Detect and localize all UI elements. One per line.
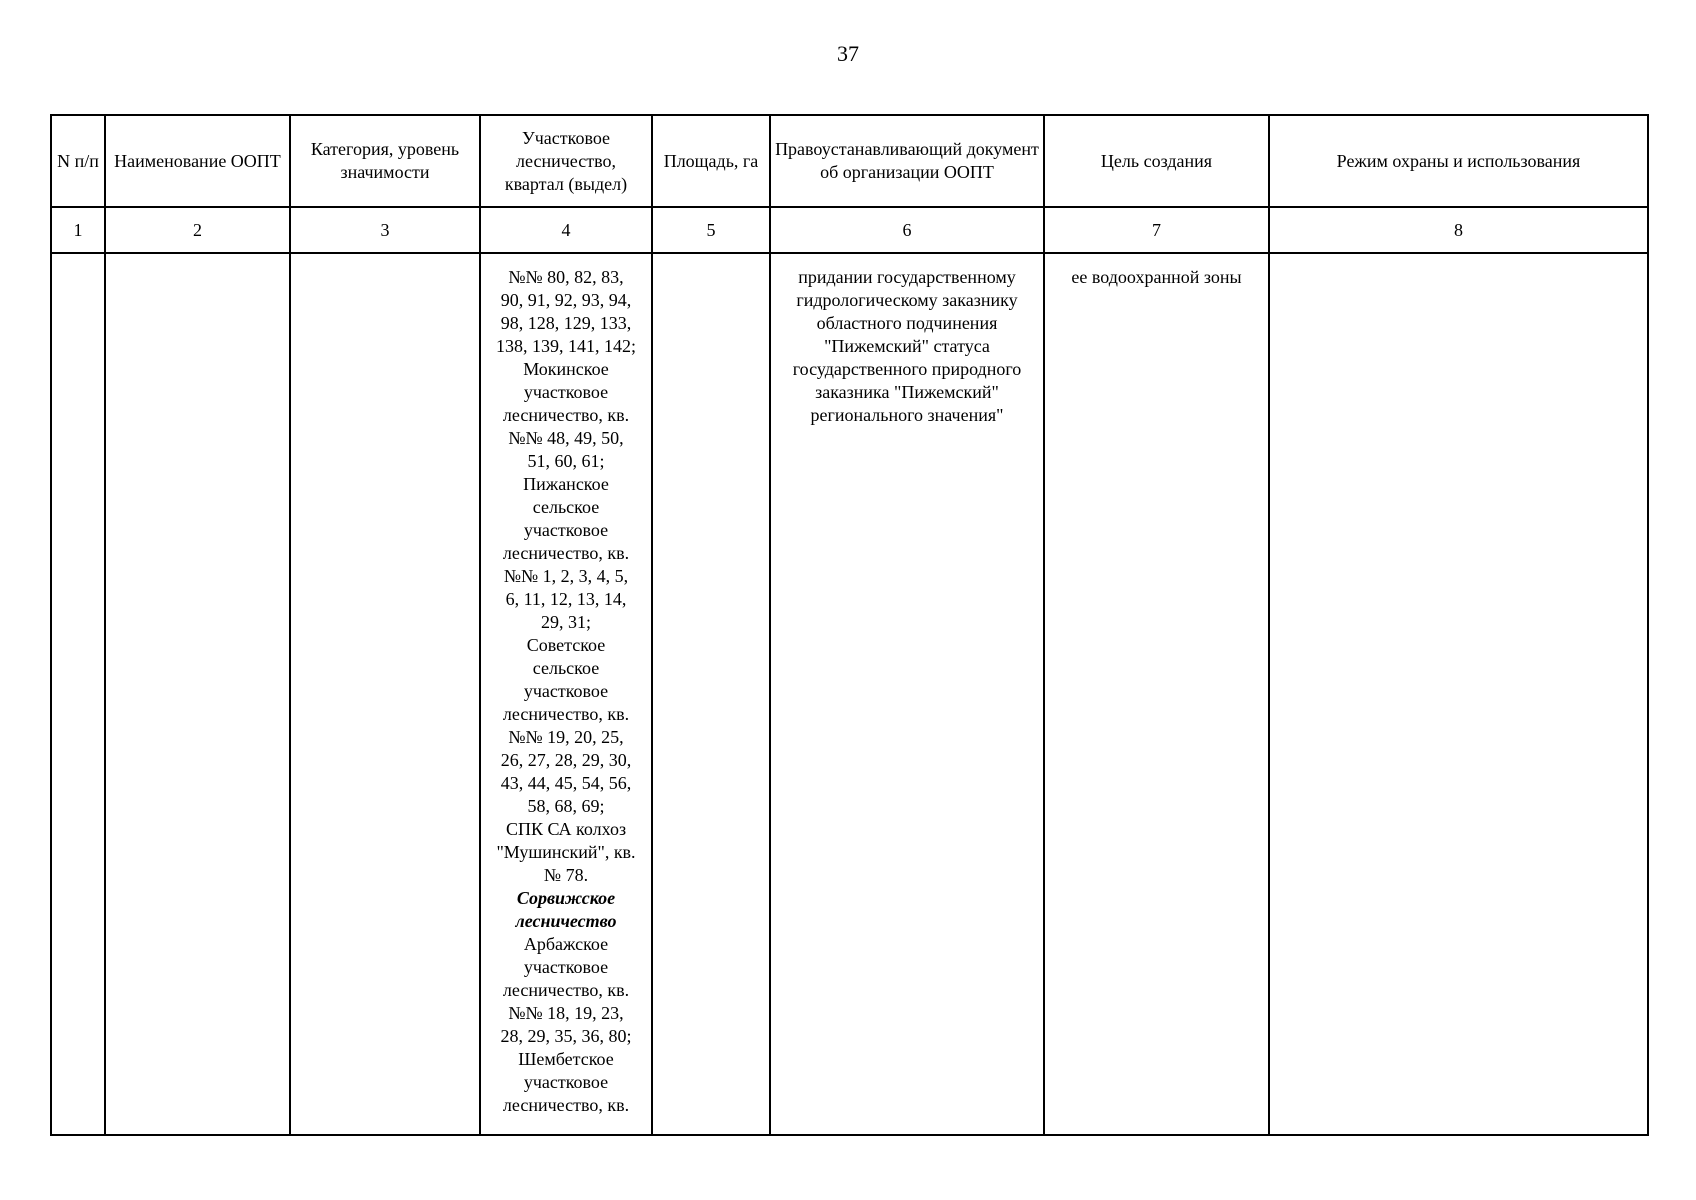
cell-purpose xyxy=(1044,253,1269,1135)
cell-text-line: 29, 31; xyxy=(540,612,591,632)
cell-text-line: №№ 1, 2, 3, 4, 5, xyxy=(503,566,629,586)
cell-text-line: №№ 19, 20, 25, xyxy=(508,727,624,747)
cell-text-line: Сорвижское xyxy=(516,888,616,908)
header-cell-regime: Режим охраны и использования xyxy=(1269,115,1648,207)
header-cell-purpose: Цель создания xyxy=(1044,115,1269,207)
cell-text-line: №№ 48, 49, 50, xyxy=(508,428,624,448)
column-number-cell: 5 xyxy=(652,207,770,253)
cell-text-line: 43, 44, 45, 54, 56, xyxy=(500,773,632,793)
cell-text-line: областного подчинения xyxy=(816,313,998,333)
cell-text-line: 6, 11, 12, 13, 14, xyxy=(505,589,627,609)
cell-text-line: лесничество, кв. xyxy=(502,543,630,563)
cell-text-line: сельское xyxy=(532,497,600,517)
cell-text-line: 26, 27, 28, 29, 30, xyxy=(500,750,632,770)
cell-text-line: №№ 80, 82, 83, xyxy=(508,267,624,287)
cell-category xyxy=(290,253,480,1135)
column-number-cell: 4 xyxy=(480,207,652,253)
cell-name xyxy=(105,253,290,1135)
page-number: 37 xyxy=(837,41,859,66)
cell-text-line: СПК СА колхоз xyxy=(505,819,627,839)
cell-text-line: 28, 29, 35, 36, 80; xyxy=(500,1026,632,1046)
cell-text-line: участковое xyxy=(523,681,609,701)
cell-text-line: ее водоохранной зоны xyxy=(1071,267,1242,287)
header-cell-number: N п/п xyxy=(51,115,105,207)
cell-text-line: 98, 128, 129, 133, xyxy=(500,313,632,333)
cell-text-line: государственного природного xyxy=(792,359,1022,379)
cell-text-line: №№ 18, 19, 23, xyxy=(508,1003,624,1023)
cell-number xyxy=(51,253,105,1135)
cell-text-line: 58, 68, 69; xyxy=(527,796,605,816)
column-number-cell: 6 xyxy=(770,207,1044,253)
cell-text-line: Мокинское xyxy=(523,359,609,379)
header-cell-name: Наименование ООПТ xyxy=(105,115,290,207)
header-row xyxy=(51,115,1648,207)
column-number-cell: 3 xyxy=(290,207,480,253)
column-number-cell: 7 xyxy=(1044,207,1269,253)
cell-text-line: "Мушинский", кв. xyxy=(496,842,636,862)
header-cell-forestry: Участковое лесничество, квартал (выдел) xyxy=(480,115,652,207)
cell-text-line: Шембетское xyxy=(518,1049,614,1069)
header-cell-area: Площадь, га xyxy=(652,115,770,207)
cell-forestry xyxy=(480,253,652,1135)
header-cell-document: Правоустанавливающий документ об организации ООПТ xyxy=(770,115,1044,207)
cell-text-line: заказника "Пижемский" xyxy=(815,382,999,402)
column-number-cell: 2 xyxy=(105,207,290,253)
cell-regime xyxy=(1269,253,1648,1135)
cell-text-line: лесничество, кв. xyxy=(502,1095,630,1115)
cell-text-line: сельское xyxy=(532,658,600,678)
cell-text-line: № 78. xyxy=(543,865,589,885)
cell-text-line: участковое xyxy=(523,520,609,540)
cell-text-line: участковое xyxy=(523,382,609,402)
cell-text-line: лесничество, кв. xyxy=(502,704,630,724)
header-cell-category: Категория, уровень значимости xyxy=(290,115,480,207)
cell-text-line: Арбажское xyxy=(523,934,609,954)
cell-text-line: лесничество, кв. xyxy=(502,405,630,425)
cell-text-line: 51, 60, 61; xyxy=(527,451,605,471)
cell-document xyxy=(770,253,1044,1135)
column-number-row xyxy=(51,207,1648,253)
cell-text-line: Советское xyxy=(526,635,606,655)
cell-text-line: лесничество xyxy=(515,911,617,931)
column-number-cell: 8 xyxy=(1269,207,1648,253)
cell-text-line: участковое xyxy=(523,1072,609,1092)
cell-text-line: "Пижемский" статуса xyxy=(824,336,990,356)
cell-text-line: гидрологическому заказнику xyxy=(796,290,1018,310)
cell-text-line: лесничество, кв. xyxy=(502,980,630,1000)
cell-text-line: Пижанское xyxy=(523,474,609,494)
cell-text-line: 138, 139, 141, 142; xyxy=(495,336,636,356)
column-number-cell: 1 xyxy=(51,207,105,253)
table-row xyxy=(51,253,1648,1135)
cell-text-line: участковое xyxy=(523,957,609,977)
cell-area xyxy=(652,253,770,1135)
oopt-table xyxy=(50,114,1649,1136)
cell-text-line: 90, 91, 92, 93, 94, xyxy=(500,290,632,310)
cell-text-line: придании государственному xyxy=(798,267,1016,287)
cell-text-line: регионального значения" xyxy=(810,405,1004,425)
